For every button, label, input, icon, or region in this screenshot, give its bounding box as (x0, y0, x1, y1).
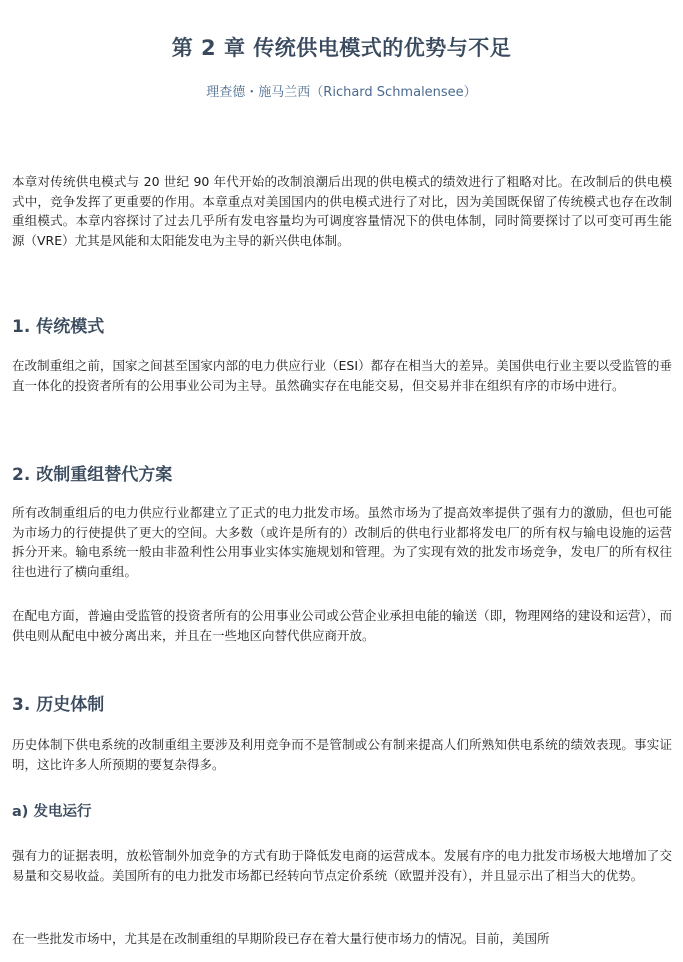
section-heading-traditional-model: 1. 传统模式 (12, 317, 105, 337)
intro-paragraph: 本章对传统供电模式与 20 世纪 90 年代开始的改制浪潮后出现的供电模式的绩效进行了粗略对比。在改制后的供电模式中，竞争发挥了更重要的作用。本章重点对美国国内的供电模式进行了对比，因为美国既保留了传统模式也存在改制重组模式。本章内容探讨了过去几乎所有发电容量均为可调度容量情况下的供电体制，同时简要探讨了以可变可再生能源（VRE）尤其是风能和太阳能发电为主导的新兴供电体制。 (12, 174, 672, 248)
section-2-paragraph-2: 在配电方面，普遍由受监管的投资者所有的公用事业公司或公营企业承担电能的输送（即，物理网络的建设和运营），而供电则从配电中被分离出来，并且在一些地区向替代供应商开放。 (12, 608, 672, 643)
chapter-title: 第 2 章 传统供电模式的优势与不足 (171, 36, 512, 60)
subsection-a-paragraph-2: 在一些批发市场中，尤其是在改制重组的早期阶段已存在着大量行使市场力的情况。目前，美国所 (12, 931, 550, 946)
section-heading-restructuring-alternatives: 2. 改制重组替代方案 (12, 465, 173, 485)
section-2-paragraph-1: 所有改制重组后的电力供应行业都建立了正式的电力批发市场。虽然市场为了提高效率提供了强有力的激励，但也可能为市场力的行使提供了更大的空间。大多数（或许是所有的）改制后的供电行业都将发电厂的所有权与输电设施的运营拆分开来。输电系统一般由非盈利性公用事业实体实施规划和管理。为了实现有效的批发市场竞争，发电厂的所有权往往也进行了横向重组。 (12, 505, 672, 579)
chapter-author: 理查德・施马兰西（Richard Schmalensee） (206, 85, 477, 100)
section-heading-historical-regime: 3. 历史体制 (12, 695, 105, 715)
section-3-paragraph-1: 历史体制下供电系统的改制重组主要涉及利用竞争而不是管制或公有制来提高人们所熟知供电系统的绩效表现。事实证明，这比许多人所预期的要复杂得多。 (12, 737, 672, 772)
section-1-paragraph-1: 在改制重组之前，国家之间甚至国家内部的电力供应行业（ESI）都存在相当大的差异。美国供电行业主要以受监管的垂直一体化的投资者所有的公用事业公司为主导。虽然确实存在电能交易，但交易并非在组织有序的市场中进行。 (12, 358, 672, 393)
subsection-heading-generation-operation: a) 发电运行 (12, 804, 92, 820)
subsection-a-paragraph-1: 强有力的证据表明，放松管制外加竞争的方式有助于降低发电商的运营成本。发展有序的电力批发市场极大地增加了交易量和交易收益。美国所有的电力批发市场都已经转向节点定价系统（欧盟并没有），并且显示出了相当大的优势。 (12, 848, 672, 883)
